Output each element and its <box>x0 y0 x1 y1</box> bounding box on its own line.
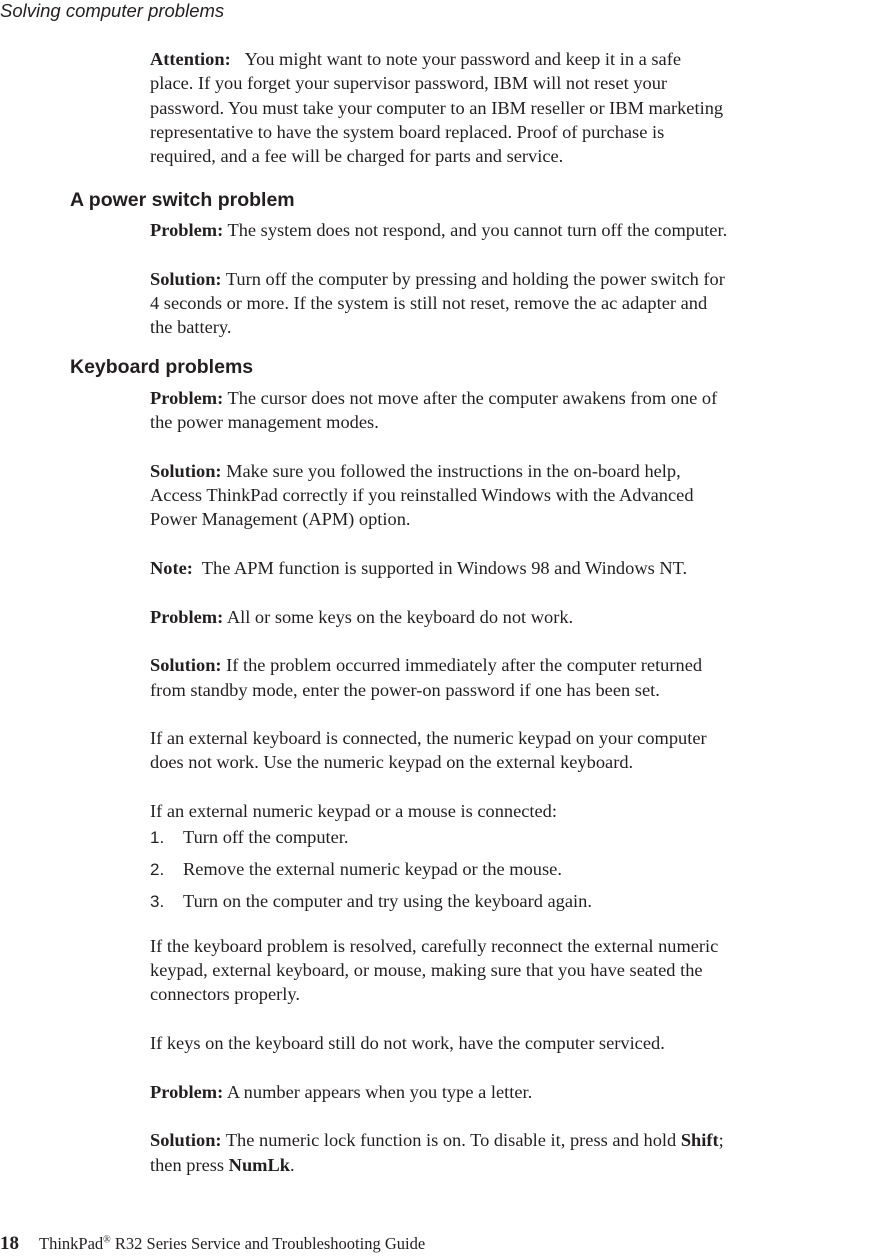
still-not-working-paragraph: If keys on the keyboard still do not work, have the computer serviced. <box>150 1033 665 1054</box>
keyboard-note: Note: The APM function is supported in Windows 98 and Windows NT. <box>150 558 688 579</box>
attention-block <box>150 47 888 168</box>
keyboard-problem-2: Problem: All or some keys on the keyboard do not work. <box>150 606 574 627</box>
page-footer <box>0 1233 425 1255</box>
keyboard-section <box>150 386 888 1177</box>
attention-paragraph: Attention: You might want to note your password and keep it in a safe place. If you forget your supervisor password, IBM will not reset your password. You must take your computer to an IBM reseller or IBM marketing representative to have the system board replaced. Proof of purchase is required, and a fee will be charged for parts and service. <box>150 49 724 167</box>
heading-power-switch: A power switch problem <box>70 189 295 211</box>
attention-label: Attention: <box>150 49 231 69</box>
list-item: 3. Turn on the computer and try using the keyboard again. <box>150 890 592 911</box>
power-switch-section <box>150 218 888 339</box>
resolved-paragraph: If the keyboard problem is resolved, carefully reconnect the external numeric keypad, external keyboard, or mouse, making sure that you have seated the connectors properly. <box>150 935 719 1005</box>
footer-title: ThinkPad® R32 Series Service and Troubleshooting Guide <box>39 1234 426 1253</box>
running-head: Solving computer problems <box>0 0 225 21</box>
external-keyboard-paragraph: If an external keyboard is connected, the numeric keypad on your computer does not work. Use the numeric keypad on the external keyboard. <box>150 728 707 773</box>
keyboard-problem-1: Problem: The cursor does not move after the computer awakens from one of the power management modes. <box>150 388 718 433</box>
steps-list <box>150 825 888 913</box>
power-problem: Problem: The system does not respond, and you cannot turn off the computer. <box>150 220 728 240</box>
external-keypad-intro: If an external numeric keypad or a mouse is connected: <box>150 801 557 822</box>
shift-key: Shift <box>680 1130 719 1151</box>
keyboard-solution-3: Solution: The numeric lock function is on. To disable it, press and hold Shift; then press NumLk. <box>150 1130 724 1175</box>
heading-keyboard: Keyboard problems <box>70 356 254 378</box>
numlk-key: NumLk <box>228 1154 290 1175</box>
list-item: 1. Turn off the computer. <box>150 827 349 848</box>
page-number: 18 <box>0 1233 19 1254</box>
keyboard-solution-1: Solution: Make sure you followed the instructions in the on-board help, Access ThinkPad correctly if you reinstalled Windows with the Advanced Power Management (APM) option. <box>150 460 694 530</box>
power-solution: Solution: Turn off the computer by pressing and holding the power switch for 4 seconds or more. If the system is still not reset, remove the ac adapter and the battery. <box>150 268 725 338</box>
list-item: 2. Remove the external numeric keypad or the mouse. <box>150 858 562 879</box>
keyboard-solution-2: Solution: If the problem occurred immediately after the computer returned from standby mode, enter the power-on password if one has been set. <box>150 655 703 700</box>
keyboard-problem-3: Problem: A number appears when you type a letter. <box>150 1081 533 1102</box>
